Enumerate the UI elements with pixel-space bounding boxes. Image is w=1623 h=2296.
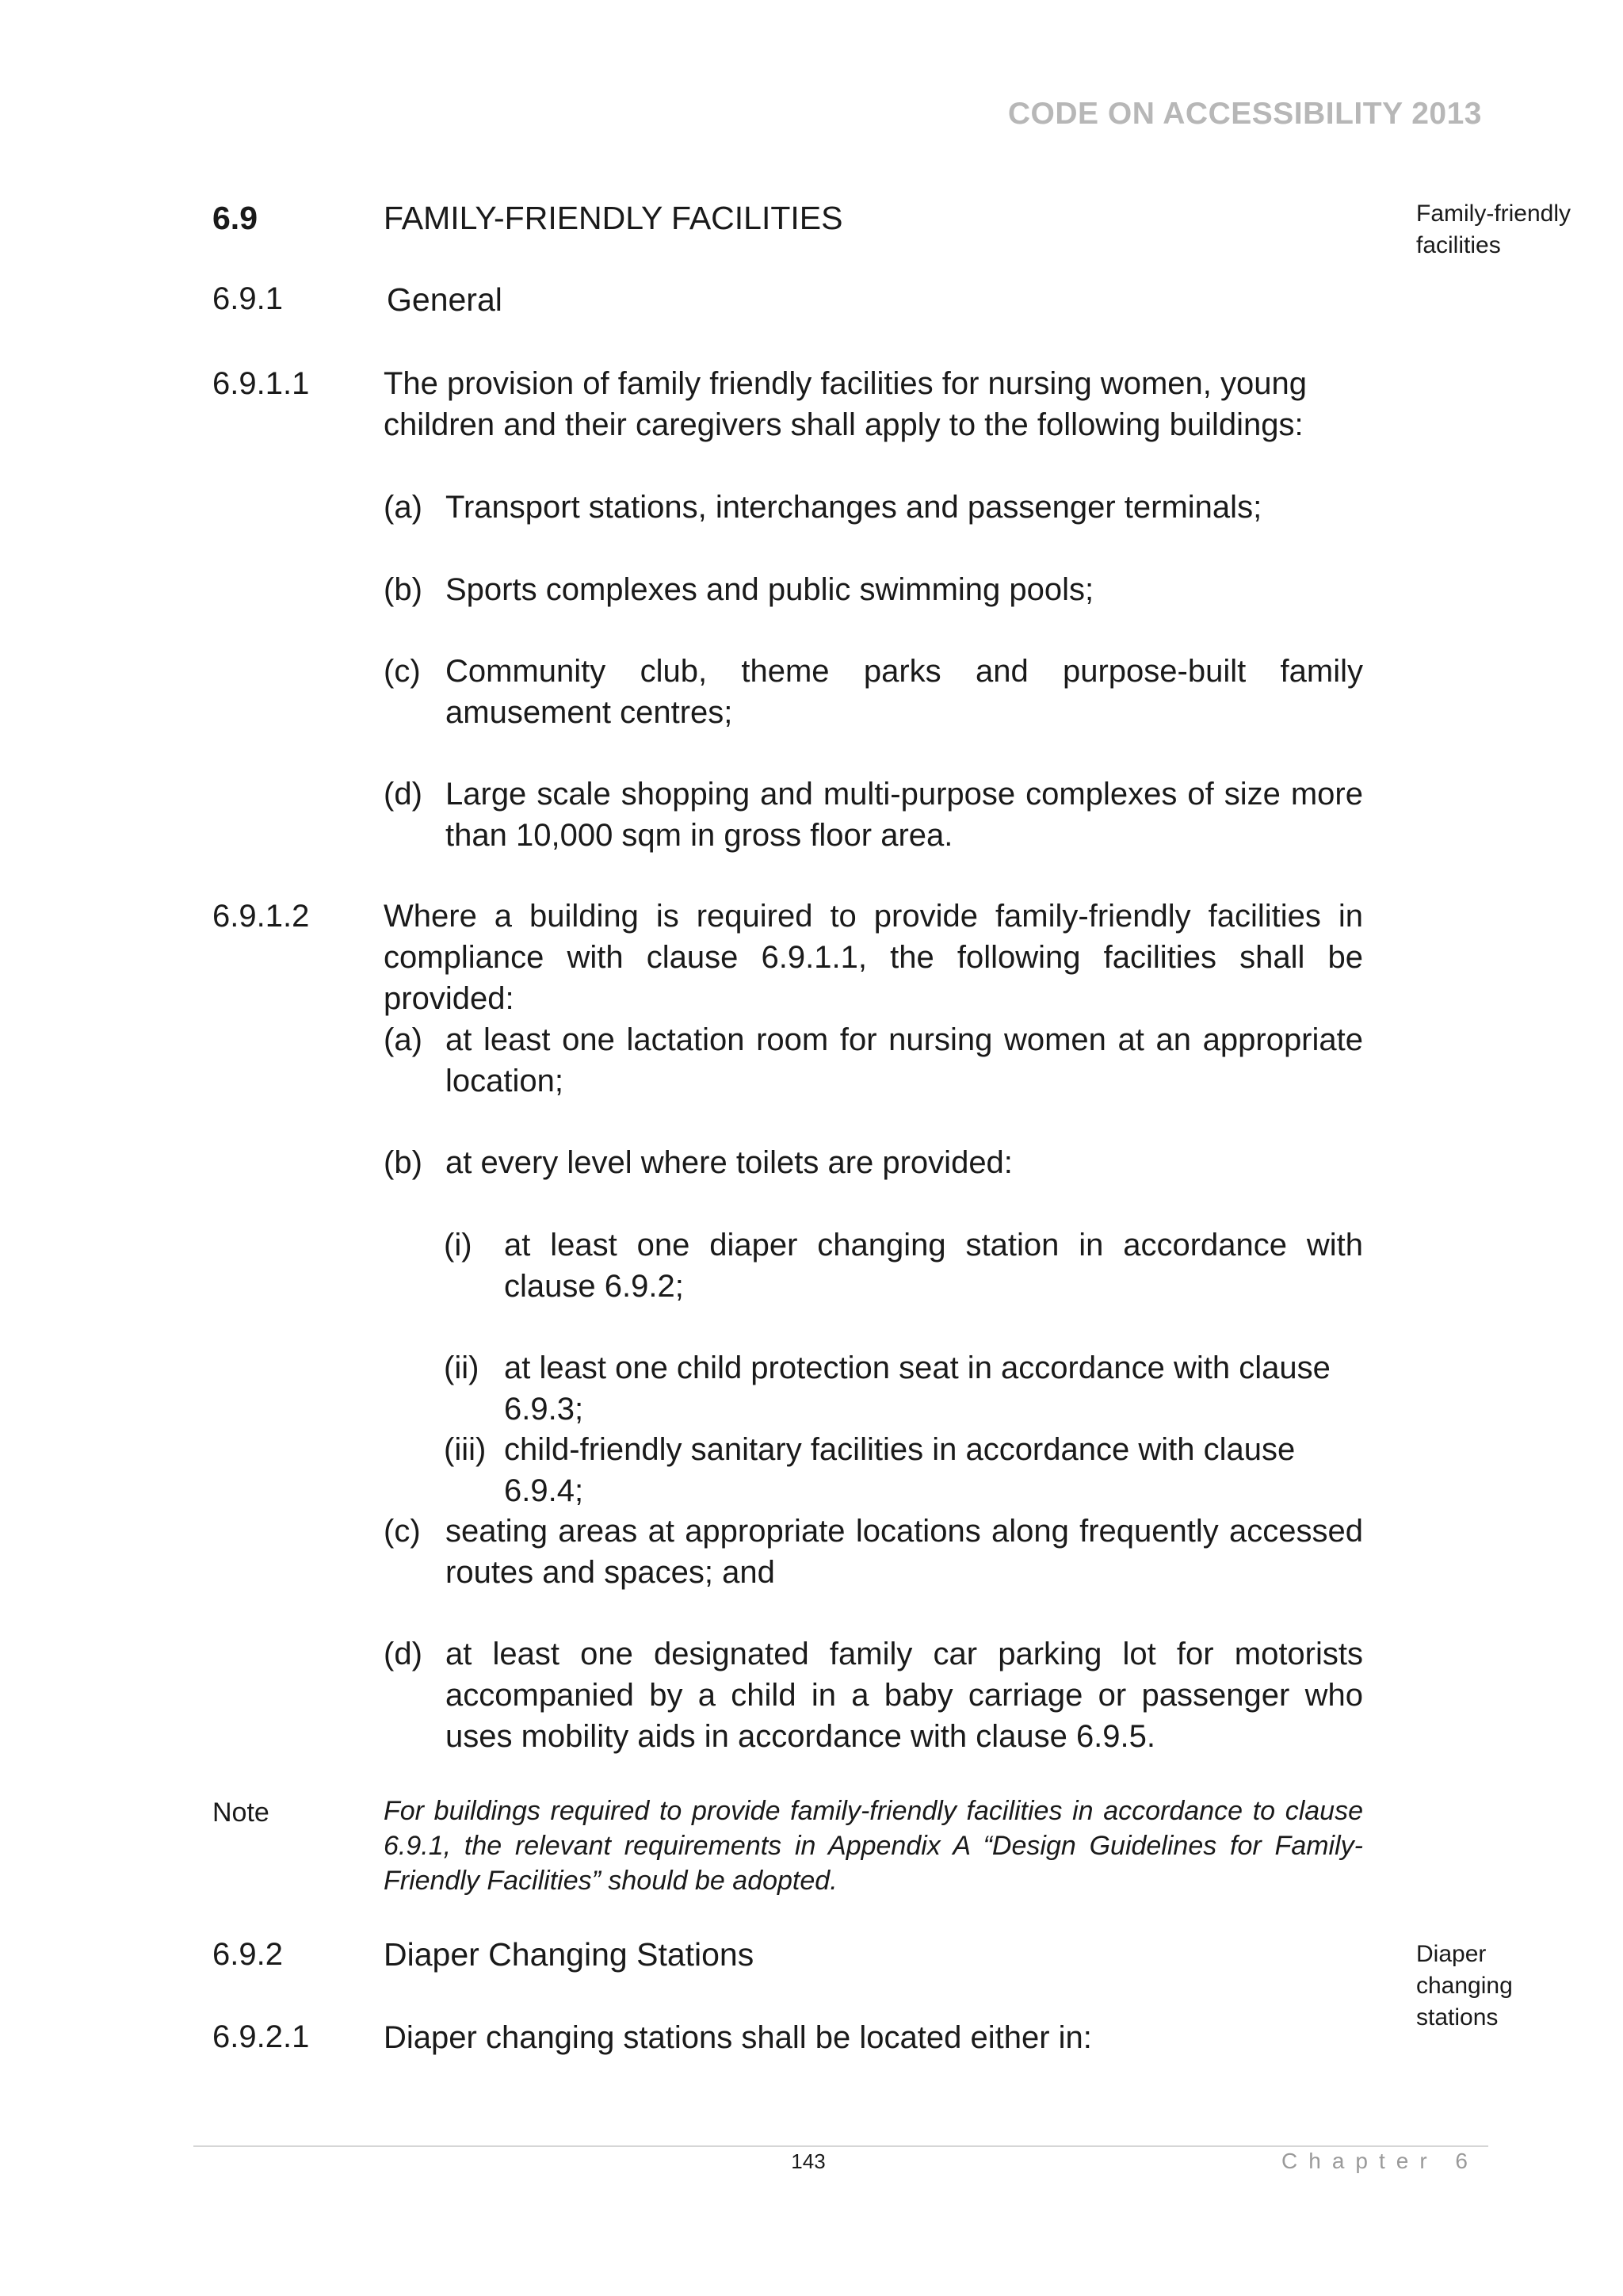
list-item [384, 1019, 1363, 1102]
list-item [384, 774, 1363, 856]
list-item [384, 487, 1363, 528]
list-label: (b) [384, 1145, 422, 1180]
sub-list-label: (i) [444, 1228, 472, 1263]
subsection-number: 6.9.2 [212, 1937, 283, 1972]
section-title: FAMILY-FRIENDLY FACILITIES [384, 200, 843, 236]
clause-number: 6.9.1.1 [212, 366, 310, 401]
sub-list-text: child-friendly sanitary facilities in accordance with clause 6.9.4; [504, 1432, 1296, 1508]
clause-text: Where a building is required to provide family-friendly facilities in compliance with clause 6.9.1.1, the following facilities shall be provided: [384, 899, 1363, 1016]
list-text: at every level where toilets are provided: [445, 1145, 1013, 1180]
list-item [384, 651, 1363, 733]
list-label: (d) [384, 777, 422, 812]
clause-text: The provision of family friendly facilities for nursing women, young children and their caregivers shall apply to the following buildings: [384, 366, 1307, 442]
list-item [384, 1142, 1363, 1183]
footer-divider [193, 2145, 1488, 2147]
sub-list-item [444, 1224, 1363, 1307]
section-number: 6.9 [212, 200, 258, 236]
list-item [384, 1633, 1363, 1757]
margin-note-diaper: Diaper changing stations [1416, 1941, 1513, 2030]
subsection-title: Diaper Changing Stations [384, 1936, 754, 1973]
subsection-title: General [387, 281, 502, 318]
sub-list-label: (ii) [444, 1350, 479, 1385]
list-label: (c) [384, 654, 421, 689]
note-text: For buildings required to provide family-friendly facilities in accordance to clause 6.9.1, the relevant requirements in Appendix A “Design Guidelines for Family-Friendly Facilities” should be adopted. [384, 1796, 1363, 1896]
list-text: at least one designated family car parking lot for motorists accompanied by a child in a baby carriage or passenger who uses mobility aids in accordance with clause 6.9.5. [445, 1637, 1363, 1754]
list-text: Large scale shopping and multi-purpose complexes of size more than 10,000 sqm in gross floor area. [445, 777, 1363, 853]
clause-number: 6.9.2.1 [212, 2019, 310, 2054]
sub-list-label: (iii) [444, 1432, 487, 1467]
list-label: (a) [384, 490, 422, 525]
list-text: Transport stations, interchanges and passenger terminals; [445, 490, 1262, 525]
sub-list-text: at least one diaper changing station in accordance with clause 6.9.2; [504, 1228, 1363, 1304]
subsection-number: 6.9.1 [212, 281, 283, 316]
list-label: (d) [384, 1637, 422, 1671]
list-label: (c) [384, 1514, 421, 1549]
list-label: (a) [384, 1022, 422, 1057]
note-label: Note [212, 1797, 269, 1828]
page-number: 143 [791, 2149, 826, 2173]
clause-text: Diaper changing stations shall be located either in: [384, 2020, 1092, 2055]
list-text: Community club, theme parks and purpose-built family amusement centres; [445, 654, 1363, 730]
sub-list-text: at least one child protection seat in accordance with clause 6.9.3; [504, 1350, 1331, 1427]
list-item [384, 1511, 1363, 1593]
list-text: seating areas at appropriate locations along frequently accessed routes and spaces; and [445, 1514, 1363, 1590]
list-text: Sports complexes and public swimming pools; [445, 572, 1094, 607]
list-item [384, 569, 1363, 610]
chapter-label: Chapter 6 [1281, 2149, 1479, 2173]
clause-number: 6.9.1.2 [212, 899, 310, 934]
list-text: at least one lactation room for nursing women at an appropriate location; [445, 1022, 1363, 1098]
sub-list-item [444, 1347, 1363, 1430]
document-header: CODE ON ACCESSIBILITY 2013 [1007, 97, 1482, 131]
list-label: (b) [384, 572, 422, 607]
margin-note-family-friendly: Family-friendly facilities [1416, 201, 1571, 258]
sub-list-item [444, 1429, 1363, 1511]
